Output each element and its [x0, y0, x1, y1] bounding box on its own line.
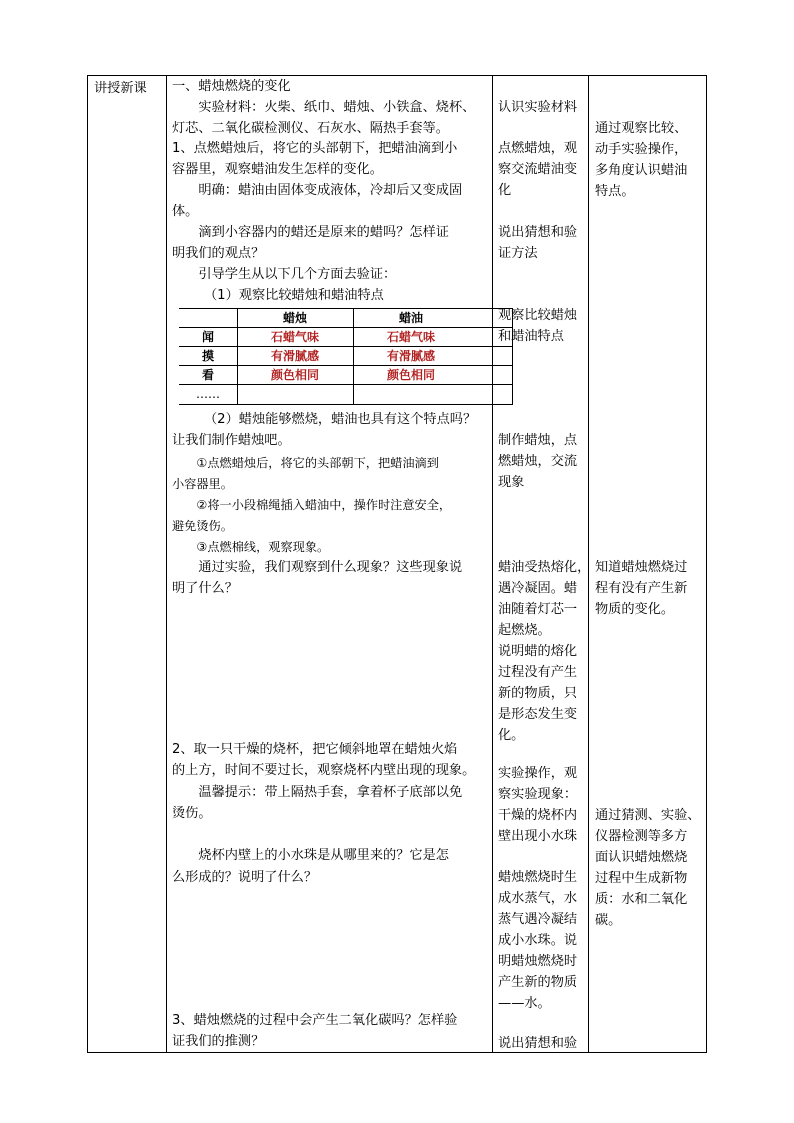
- text-line: 壁出现小水珠: [498, 829, 578, 844]
- text-line: 物质的变化。: [595, 602, 675, 617]
- table-cell: 有滑腻感: [386, 349, 435, 363]
- column-divider: [492, 76, 493, 1052]
- text-line: 烫伤。: [172, 806, 212, 821]
- text-line: 通过猜测、实验、: [595, 808, 701, 823]
- text-line: 的上方，时间不要过长，观察烧杯内壁出现的现象。: [172, 763, 476, 778]
- text-line: 容器里，观察蜡油发生怎样的变化。: [172, 162, 383, 177]
- table-header: 蜡烛: [282, 311, 307, 325]
- text-line: 多角度认识蜡油: [595, 163, 688, 178]
- text-line: 说出猜想和验: [498, 1036, 578, 1051]
- text-line: 明了什么？: [172, 581, 238, 596]
- text-line: 察交流蜡油变: [498, 162, 578, 177]
- table-header: 蜡油: [398, 311, 423, 325]
- text-line: 油随着灯芯一: [498, 602, 578, 617]
- text-line: 实验操作，观: [498, 766, 578, 781]
- column-divider: [166, 76, 167, 1052]
- text-line: 过程中生成新物: [595, 871, 688, 886]
- text-line: 2、取一只干燥的烧杯，把它倾斜地罩在蜡烛火焰: [172, 742, 458, 757]
- row-label: ……: [196, 387, 220, 401]
- text-line: 察实验现象：: [498, 787, 578, 802]
- table-cell: 石蜡气味: [386, 330, 435, 344]
- text-line: 3、蜡烛燃烧的过程中会产生二氧化碳吗？怎样验: [172, 1013, 458, 1028]
- text-line: 蜡油受热熔化，: [498, 560, 591, 575]
- text-line: 明确：蜡油由固体变成液体，冷却后又变成固: [198, 183, 463, 198]
- text-line: 避免烫伤。: [172, 519, 233, 533]
- text-line: 说明蜡的熔化: [498, 644, 578, 659]
- text-line: 温馨提示：带上隔热手套，拿着杯子底部以免: [198, 785, 463, 800]
- row-label: 摸: [201, 349, 214, 363]
- text-line: 燃蜡烛，交流: [498, 454, 578, 469]
- section-label-column: [94, 79, 147, 99]
- text-line: 动手实验操作，: [595, 142, 688, 157]
- section-label: 讲授新课: [94, 81, 147, 96]
- table-cell: 颜色相同: [270, 368, 319, 382]
- text-line: 碳。: [595, 913, 622, 928]
- text-line: 明蜡烛燃烧时: [498, 954, 578, 969]
- text-line: ①点燃蜡烛后，将它的头部朝下，把蜡油滴到: [196, 456, 439, 470]
- text-line: 特点。: [595, 184, 635, 199]
- text-line: 过程没有产生: [498, 665, 578, 680]
- text-line: 新的物质，只: [498, 686, 578, 701]
- text-line: 让我们制作蜡烛吧。: [172, 433, 291, 448]
- text-line: 制作蜡烛，点: [498, 433, 578, 448]
- text-line: 程有没有产生新: [595, 581, 688, 596]
- text-line: 质：水和二氧化: [595, 892, 688, 907]
- text-line: 起燃烧。: [498, 623, 551, 638]
- text-line: ②将一小段棉绳插入蜡油中，操作时注意安全，: [196, 498, 452, 512]
- table-cell: 有滑腻感: [270, 349, 319, 363]
- text-line: 仪器检测等多方: [595, 829, 688, 844]
- text-line: 遇冷凝固。蜡: [498, 581, 578, 596]
- text-line: 认识实验材料: [498, 100, 578, 115]
- text-line: ——水。: [498, 996, 551, 1011]
- text-line: 现象: [498, 475, 525, 490]
- text-line: 是形态发生变: [498, 707, 578, 722]
- text-line: 小容器里。: [172, 477, 233, 491]
- text-line: 知道蜡烛燃烧过: [595, 560, 688, 575]
- text-line: 明我们的观点？: [172, 246, 265, 261]
- text-line: ③点燃棉线，观察现象。: [196, 540, 330, 554]
- text-line: 通过实验，我们观察到什么现象？这些现象说: [198, 560, 463, 575]
- row-label: 看: [201, 368, 214, 382]
- table-cell: 颜色相同: [386, 368, 435, 382]
- text-line: 说出猜想和验: [498, 225, 578, 240]
- text-line: 引导学生从以下几个方面去验证：: [198, 267, 397, 282]
- text-line: 1、点燃蜡烛后，将它的头部朝下，把蜡油滴到小: [172, 141, 458, 156]
- text-line: 和蜡油特点: [498, 329, 564, 344]
- text-line: 滴到小容器内的蜡还是原来的蜡吗？怎样证: [198, 225, 449, 240]
- text-line: （2）蜡烛能够燃烧，蜡油也具有这个特点吗？: [204, 412, 477, 427]
- text-line: 干燥的烧杯内: [498, 808, 578, 823]
- section-heading: 一、蜡烛燃烧的变化: [172, 79, 291, 94]
- text-line: 面认识蜡烛燃烧: [595, 850, 688, 865]
- text-line: 么形成的？说明了什么？: [172, 870, 318, 885]
- text-line: 观察比较蜡烛: [498, 308, 578, 323]
- text-line: 化。: [498, 728, 525, 743]
- text-line: 烧杯内壁上的小水珠是从哪里来的？它是怎: [198, 848, 449, 863]
- text-line: 灯芯、二氧化碳检测仪、石灰水、隔热手套等。: [172, 121, 449, 136]
- text-line: 成水蒸气，水: [498, 891, 578, 906]
- text-line: 证方法: [498, 246, 538, 261]
- text-line: 蜡烛燃烧时生: [498, 870, 578, 885]
- text-line: 成小水珠。说: [498, 933, 578, 948]
- lesson-plan-table: [87, 75, 707, 1053]
- text-line: 实验材料：火柴、纸巾、蜡烛、小铁盒、烧杯、: [198, 100, 476, 115]
- compare-table: [179, 308, 513, 405]
- text-line: 化: [498, 183, 512, 198]
- text-line: 证我们的推测？: [172, 1034, 265, 1049]
- text-line: 点燃蜡烛，观: [498, 141, 578, 156]
- text-line: 产生新的物质: [498, 975, 578, 990]
- table-cell: 石蜡气味: [270, 330, 319, 344]
- text-line: 蒸气遇冷凝结: [498, 912, 578, 927]
- text-line: 体。: [172, 204, 199, 219]
- row-label: 闻: [201, 330, 214, 344]
- text-line: 通过观察比较、: [595, 121, 688, 136]
- text-line: （1）观察比较蜡烛和蜡油特点: [204, 288, 384, 303]
